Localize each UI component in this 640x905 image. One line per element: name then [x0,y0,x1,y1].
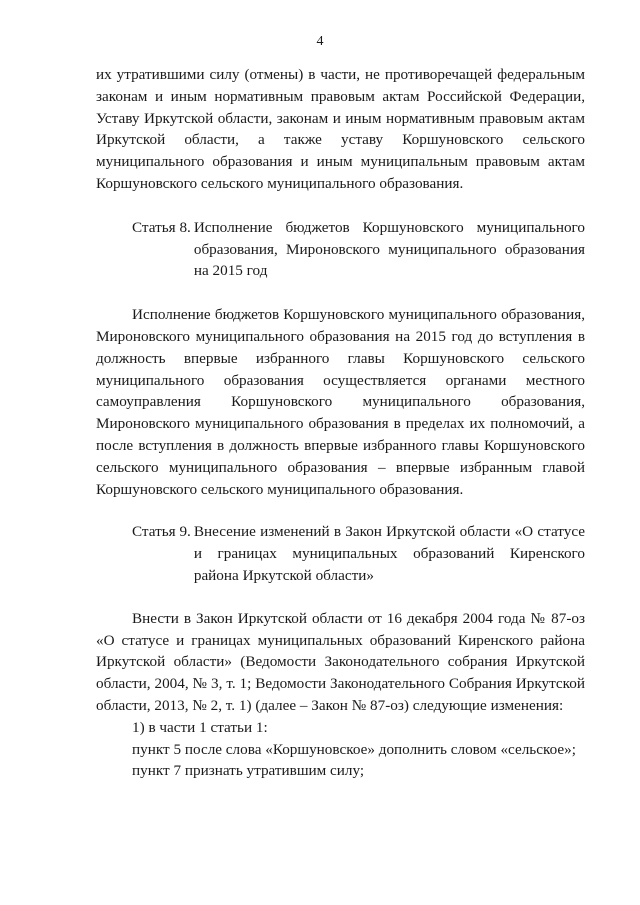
article-9-heading [96,521,585,586]
article-8-title: Исполнение бюджетов Коршуновского муниципального образования, Мироновского муниципального образования на 2015 год [193,218,585,280]
list-item: пункт 5 после слова «Коршуновское» дополнить словом «сельское»; [132,740,576,758]
article-9-label: Статья 9. [132,523,191,541]
list-item: 1) в части 1 статьи 1: [132,718,268,736]
page-number: 4 [316,34,324,49]
article-9-title: Внесение изменений в Закон Иркутской области «О статусе и границах муниципальных образований Киренского района Иркутской области» [193,523,585,584]
article-8-body: Исполнение бюджетов Коршуновского муниципального образования, Мироновского муниципального образования на 2015 год до вступления в должность впервые избранного главы Коршуновского сельского муниципального образования осуществляется органами местного самоуправления Коршуновского муниципального образования, Мироновского муниципального образования в пределах их полномочий, а после вступления в должность впервые избранного главы Коршуновского сельского муниципального образования – впервые избранным главой Коршуновского сельского муниципального образования. [96,306,585,498]
article-9-body: Внести в Закон Иркутской области от 16 декабря 2004 года № 87-оз «О статусе и границах муниципальных образований Киренского района Иркутской области» (Ведомости Законодательного собрания Иркутской области, 2004, № 3, т. 1; Ведомости Законодательного Собрания Иркутской области, 2013, № 2, т. 1) (далее – Закон № 87-оз) следующие изменения: [96,609,585,714]
article-8-label: Статья 8. [132,218,191,236]
intro-paragraph: их утратившими силу (отмены) в части, не противоречащей федеральным законам и иным нормативным правовым актам Российской Федерации, Уставу Иркутской области, законам и иным нормативным правовым актам Иркутской области, а также уставу Коршуновского сельского муниципального образования и иным муниципальным правовым актам Коршуновского сельского муниципального образования. [96,66,585,192]
article-8-heading [96,217,585,282]
document-body [96,64,585,782]
list-item: пункт 7 признать утратившим силу; [132,762,365,780]
